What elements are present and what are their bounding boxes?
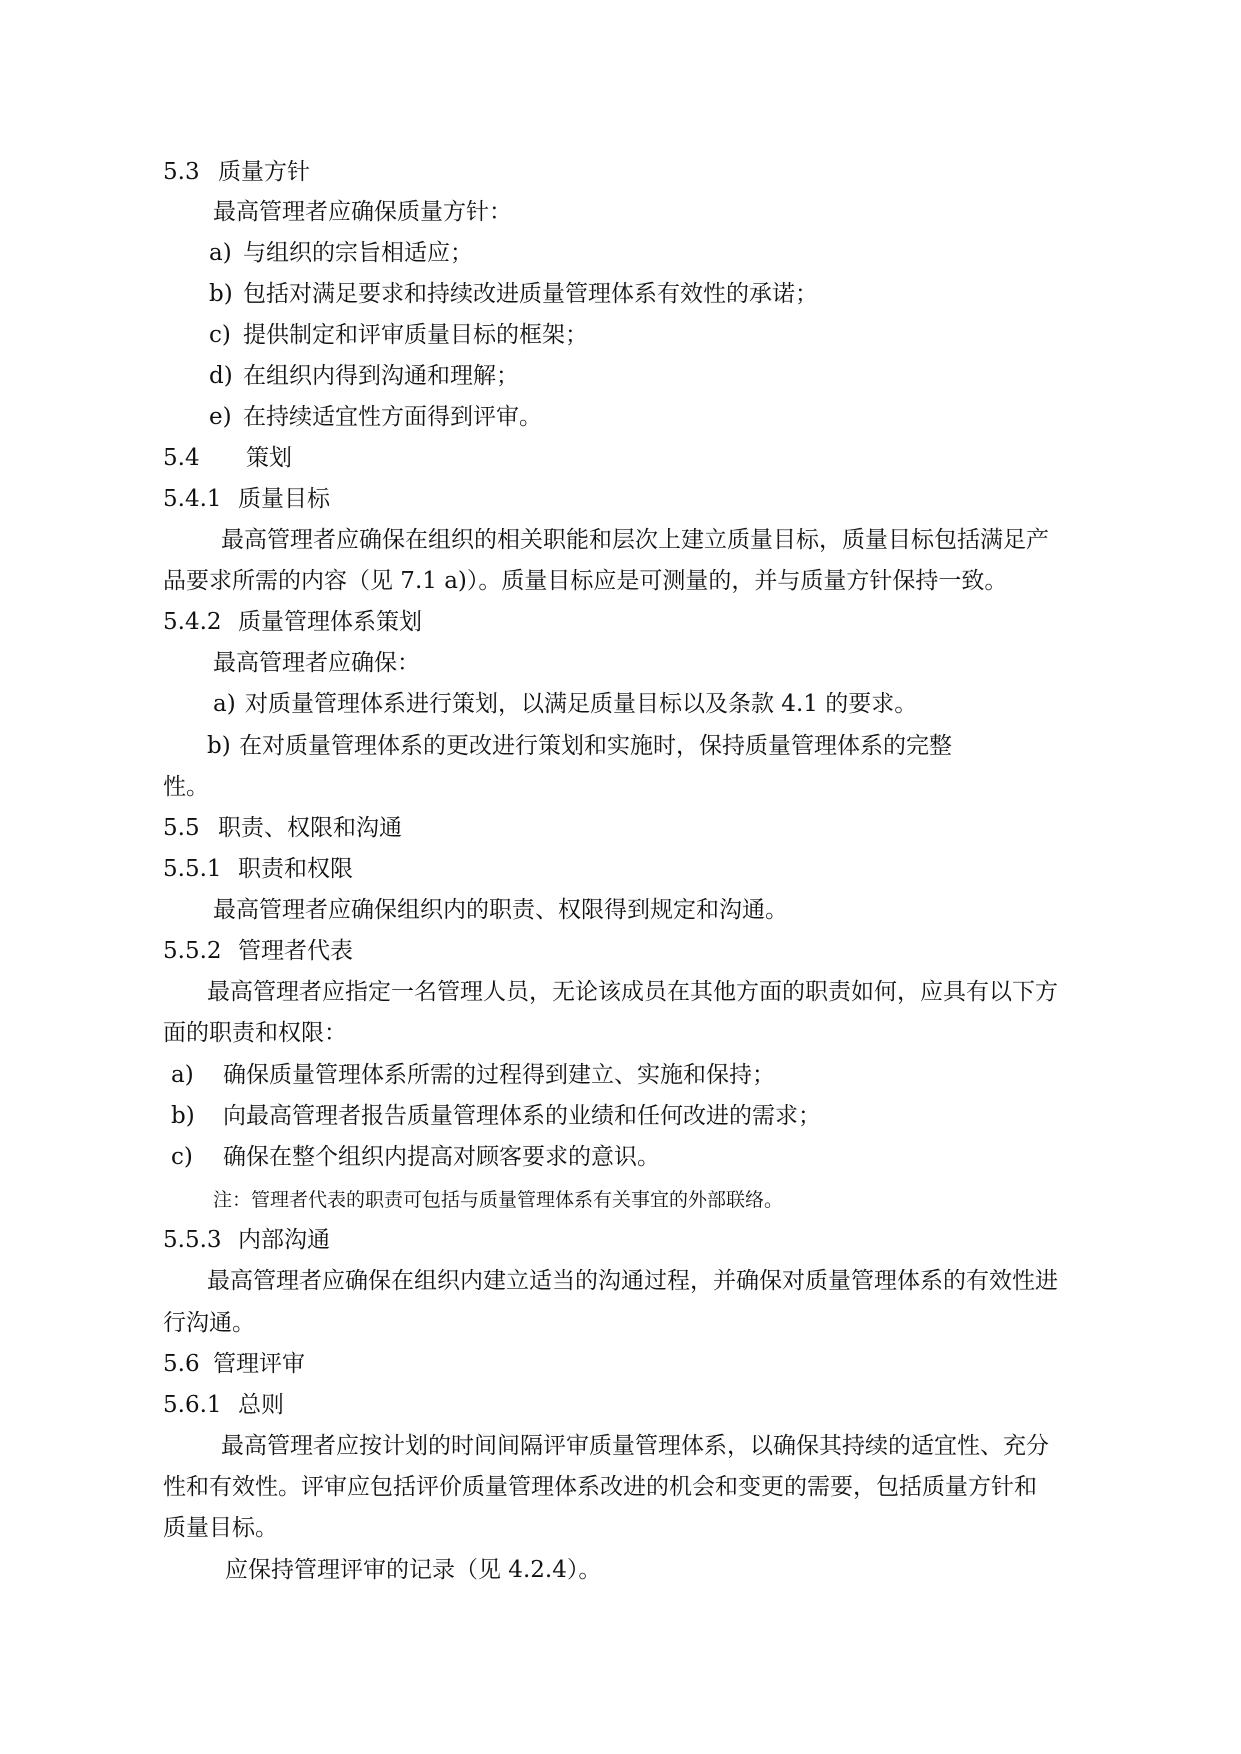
- section-title: 内部沟通: [238, 1227, 330, 1253]
- note: 注：管理者代表的职责可包括与质量管理体系有关事宜的外部联络。: [213, 1189, 784, 1211]
- list-marker: c): [209, 322, 231, 348]
- list-marker: d): [209, 363, 233, 389]
- list-marker: a): [213, 691, 236, 717]
- list-item-text: 向最高管理者报告质量管理体系的业绩和任何改进的需求；: [223, 1103, 821, 1129]
- paragraph-line: 最高管理者应确保在组织的相关职能和层次上建立质量目标，质量目标包括满足产: [221, 527, 1049, 553]
- section-title: 管理评审: [213, 1351, 305, 1377]
- paragraph-line: 行沟通。: [163, 1310, 255, 1336]
- section-title: 策划: [246, 445, 292, 471]
- paragraph-line: 品要求所需的内容（见 7.1 a)）。质量目标应是可测量的，并与质量方针保持一致。: [163, 568, 1008, 594]
- section-number: 5.5: [163, 815, 200, 841]
- paragraph-line: 面的职责和权限：: [163, 1020, 347, 1046]
- section-number: 5.3: [163, 159, 200, 185]
- paragraph-line: 最高管理者应确保在组织内建立适当的沟通过程，并确保对质量管理体系的有效性进: [207, 1268, 1058, 1294]
- paragraph-line: 最高管理者应指定一名管理人员，无论该成员在其他方面的职责如何，应具有以下方: [207, 979, 1058, 1005]
- paragraph: 最高管理者应确保：: [213, 650, 420, 676]
- section-number: 5.4.2: [163, 609, 222, 635]
- list-item-text: 包括对满足要求和持续改进质量管理体系有效性的承诺；: [243, 281, 818, 307]
- list-item-text: 确保在整个组织内提高对顾客要求的意识。: [223, 1144, 660, 1170]
- list-marker: a): [209, 240, 232, 266]
- section-number: 5.5.2: [163, 938, 222, 964]
- list-item-text: 对质量管理体系进行策划，以满足质量目标以及条款 4.1 的要求。: [245, 691, 918, 717]
- list-marker: c): [171, 1144, 193, 1170]
- section-number: 5.5.1: [163, 856, 222, 882]
- section-title: 职责、权限和沟通: [218, 815, 402, 841]
- list-item-text: 在组织内得到沟通和理解；: [243, 363, 519, 389]
- section-title: 管理者代表: [238, 938, 353, 964]
- list-marker: b): [207, 733, 231, 759]
- paragraph: 应保持管理评审的记录（见 4.2.4）。: [225, 1557, 602, 1583]
- paragraph: 最高管理者应确保组织内的职责、权限得到规定和沟通。: [213, 897, 788, 923]
- list-marker: b): [171, 1103, 195, 1129]
- section-title: 总则: [238, 1392, 284, 1418]
- list-item-text: 在持续适宜性方面得到评审。: [243, 404, 542, 430]
- section-title: 质量目标: [238, 486, 330, 512]
- list-marker: e): [209, 404, 232, 430]
- list-item-text: 在对质量管理体系的更改进行策划和实施时，保持质量管理体系的完整: [239, 733, 952, 759]
- list-item-text: 提供制定和评审质量目标的框架；: [243, 322, 588, 348]
- section-title: 质量管理体系策划: [238, 609, 422, 635]
- paragraph: 最高管理者应确保质量方针：: [213, 199, 512, 225]
- section-number: 5.4: [163, 445, 200, 471]
- section-number: 5.6: [163, 1351, 200, 1377]
- section-title: 质量方针: [218, 159, 310, 185]
- section-number: 5.5.3: [163, 1227, 222, 1253]
- list-marker: a): [171, 1062, 194, 1088]
- section-title: 职责和权限: [238, 856, 353, 882]
- list-item-text: 确保质量管理体系所需的过程得到建立、实施和保持；: [223, 1062, 775, 1088]
- paragraph-line: 性和有效性。评审应包括评价质量管理体系改进的机会和变更的需要，包括质量方针和: [163, 1474, 1037, 1500]
- section-number: 5.6.1: [163, 1392, 222, 1418]
- list-marker: b): [209, 281, 233, 307]
- list-item-continuation: 性。: [163, 774, 209, 800]
- section-number: 5.4.1: [163, 486, 222, 512]
- paragraph-line: 最高管理者应按计划的时间间隔评审质量管理体系，以确保其持续的适宜性、充分: [221, 1433, 1049, 1459]
- paragraph-line: 质量目标。: [163, 1515, 278, 1541]
- list-item-text: 与组织的宗旨相适应；: [243, 240, 473, 266]
